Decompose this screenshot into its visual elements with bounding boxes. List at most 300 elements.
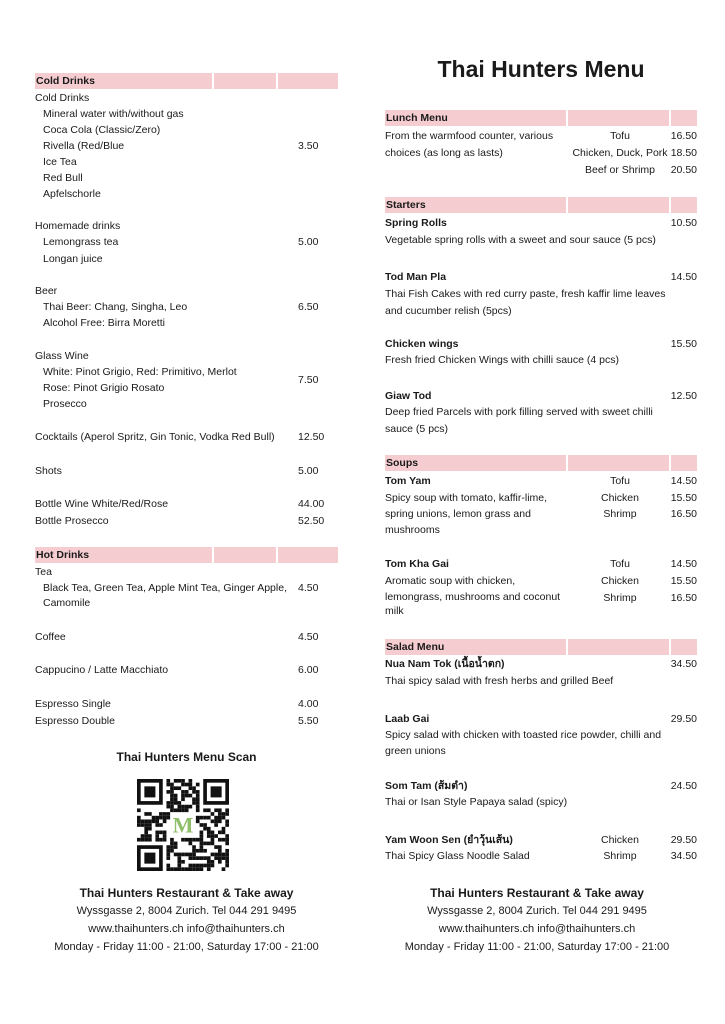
qr-module (170, 842, 174, 846)
qr-module (177, 856, 181, 860)
qr-module (207, 831, 211, 835)
price: 5.00 (298, 465, 319, 477)
qr-module (211, 860, 215, 864)
menu-item: Coca Cola (Classic/Zero) (43, 124, 161, 136)
price: 18.50 (670, 147, 697, 159)
qr-module (155, 823, 159, 827)
item-description: lemongrass, mushrooms and coconut (385, 591, 561, 603)
qr-module (137, 838, 141, 842)
qr-module (225, 856, 229, 860)
qr-module (163, 819, 167, 823)
qr-module (189, 779, 193, 783)
qr-module (207, 816, 211, 820)
lunch-menu-header: Lunch Menu (385, 110, 697, 126)
qr-module (159, 838, 163, 842)
price: 44.00 (298, 498, 325, 510)
group-label: Tea (35, 566, 52, 578)
qr-module (152, 819, 156, 823)
qr-module (196, 805, 200, 809)
price: 12.50 (298, 431, 325, 443)
qr-module (214, 856, 218, 860)
price: 14.50 (670, 558, 697, 570)
group-label: Homemade drinks (35, 220, 121, 232)
item-description: Deep fried Parcels with pork filling served with sweet chilli (385, 406, 653, 418)
item-description: mushrooms (385, 524, 440, 536)
variant: Chicken (601, 575, 639, 587)
qr-module (170, 783, 174, 787)
qr-module (192, 786, 196, 790)
qr-module (192, 856, 196, 860)
qr-module (196, 797, 200, 801)
price: 52.50 (298, 515, 325, 527)
qr-module (166, 845, 170, 849)
menu-item: Cappucino / Latte Macchiato (35, 664, 169, 676)
qr-module (148, 827, 152, 831)
qr-module (174, 797, 178, 801)
price: 29.50 (670, 834, 697, 846)
qr-module (203, 849, 207, 853)
qr-module (141, 819, 145, 823)
qr-module (192, 864, 196, 868)
price: 15.50 (670, 338, 697, 350)
qr-module (196, 794, 200, 798)
qr-module (177, 867, 181, 871)
qr-module (177, 786, 181, 790)
qr-module (181, 860, 185, 864)
qr-module (170, 849, 174, 853)
menu-item: Apfelschorle (43, 188, 101, 200)
price: 14.50 (670, 475, 697, 487)
menu-item: Camomile (43, 597, 91, 609)
qr-module (170, 838, 174, 842)
price: 34.50 (670, 658, 697, 670)
qr-module (225, 838, 229, 842)
qr-module (207, 864, 211, 868)
qr-module (166, 867, 170, 871)
price: 3.50 (298, 140, 319, 152)
web-contact[interactable]: www.thaihunters.ch info@thaihunters.ch (438, 923, 636, 935)
qr-module (137, 816, 141, 820)
variant: Chicken (601, 492, 639, 504)
qr-module (181, 794, 185, 798)
restaurant-name: Thai Hunters Restaurant & Take away (430, 886, 644, 900)
qr-module (189, 842, 193, 846)
menu-item: Red Bull (43, 172, 83, 184)
qr-module (218, 819, 222, 823)
qr-module (214, 823, 218, 827)
qr-module (159, 823, 163, 827)
price: 5.50 (298, 715, 319, 727)
qr-module (170, 805, 174, 809)
menu-scan-label: Thai Hunters Menu Scan (116, 750, 257, 764)
qr-module (166, 805, 170, 809)
page-title: Thai Hunters Menu (437, 56, 645, 82)
item-description: spring unions, lemon grass and (385, 508, 531, 520)
menu-item: Longan juice (43, 253, 103, 265)
qr-module (207, 827, 211, 831)
item-description: Thai spicy salad with fresh herbs and grilled Beef (385, 675, 614, 687)
qr-module (170, 790, 174, 794)
qr-module (174, 801, 178, 805)
qr-module (196, 864, 200, 868)
price: 12.50 (670, 390, 697, 402)
dish-name: Tod Man Pla (385, 271, 447, 283)
item-description: Spicy salad with chicken with toasted rice powder, chilli and (385, 729, 662, 741)
qr-module (200, 831, 204, 835)
menu-item: Thai Beer: Chang, Singha, Leo (43, 301, 188, 313)
item-description: Thai Spicy Glass Noodle Salad (385, 850, 530, 862)
qr-module (203, 816, 207, 820)
qr-module (170, 786, 174, 790)
item-description: and cucumber relish (5pcs) (385, 305, 512, 317)
qr-module (200, 864, 204, 868)
qr-module (185, 790, 189, 794)
qr-module (141, 834, 145, 838)
price: 7.50 (298, 374, 319, 386)
qr-module (177, 864, 181, 868)
qr-module (196, 838, 200, 842)
price: 5.00 (298, 236, 319, 248)
qr-module (196, 783, 200, 787)
qr-module (177, 779, 181, 783)
qr-module (189, 864, 193, 868)
qr-module (174, 853, 178, 857)
qr-module (211, 864, 215, 868)
qr-module (192, 845, 196, 849)
qr-module (177, 801, 181, 805)
qr-module (200, 823, 204, 827)
price: 4.50 (298, 582, 319, 594)
qr-module (196, 790, 200, 794)
qr-module (218, 845, 222, 849)
qr-module (170, 794, 174, 798)
menu-item: Alcohol Free: Birra Moretti (43, 317, 165, 329)
variant: Shrimp (603, 508, 637, 520)
qr-module (214, 845, 218, 849)
qr-module (211, 831, 215, 835)
qr-module (159, 831, 163, 835)
menu-item: Bottle Wine White/Red/Rose (35, 498, 169, 510)
qr-module (200, 867, 204, 871)
opening-hours: Monday - Friday 11:00 - 21:00, Saturday 17:00 - 21:00 (54, 941, 319, 953)
qr-module (163, 812, 167, 816)
qr-module (144, 823, 148, 827)
qr-module (181, 783, 185, 787)
qr-module (214, 853, 218, 857)
qr-module (174, 867, 178, 871)
qr-module (218, 816, 222, 820)
qr-module (200, 849, 204, 853)
qr-module (225, 842, 229, 846)
qr-module (148, 834, 152, 838)
variant: Chicken (601, 834, 639, 846)
qr-module (137, 819, 141, 823)
qr-module (141, 838, 145, 842)
qr-module (207, 867, 211, 871)
qr-module (207, 856, 211, 860)
qr-module (189, 856, 193, 860)
qr-module (181, 805, 185, 809)
qr-module (189, 783, 193, 787)
qr-finder-center (144, 853, 155, 864)
dish-name: Nua Nam Tok (เนื้อน้ำตก) (385, 658, 505, 670)
price: 4.50 (298, 631, 319, 643)
variant: Tofu (610, 558, 630, 570)
item-description: Spicy soup with tomato, kaffir-lime, (385, 492, 548, 504)
qr-module (218, 808, 222, 812)
qr-module (189, 867, 193, 871)
qr-module (170, 797, 174, 801)
qr-module (181, 867, 185, 871)
qr-module (155, 838, 159, 842)
cold-drinks-header: Cold Drinks (35, 73, 338, 89)
menu-item: Espresso Single (35, 698, 111, 710)
web-contact[interactable]: www.thaihunters.ch info@thaihunters.ch (88, 923, 285, 935)
qr-module (166, 790, 170, 794)
menu-item: Ice Tea (43, 156, 77, 168)
qr-module (174, 794, 178, 798)
qr-module (185, 805, 189, 809)
qr-module (192, 853, 196, 857)
address: Wyssgasse 2, 8004 Zurich. Tel 044 291 9495 (76, 905, 297, 917)
qr-code[interactable] (137, 778, 229, 872)
item-description: milk (385, 605, 404, 617)
qr-module (148, 812, 152, 816)
qr-module (174, 842, 178, 846)
price: 16.50 (670, 130, 697, 142)
hot-drinks-header: Hot Drinks (35, 547, 338, 563)
qr-module (196, 819, 200, 823)
qr-module (166, 783, 170, 787)
qr-module (225, 864, 229, 868)
qr-module (222, 827, 226, 831)
qr-module (225, 860, 229, 864)
qr-module (189, 794, 193, 798)
soups-header: Soups (385, 455, 697, 471)
group-label: Glass Wine (35, 350, 89, 362)
qr-module (166, 849, 170, 853)
qr-module (141, 823, 145, 827)
qr-module (189, 838, 193, 842)
qr-module (166, 801, 170, 805)
qr-module (218, 838, 222, 842)
qr-module (192, 849, 196, 853)
qr-module (148, 823, 152, 827)
qr-logo-icon: M (172, 812, 194, 838)
qr-module (166, 816, 170, 820)
qr-module (218, 849, 222, 853)
qr-module (166, 856, 170, 860)
menu-item: Bottle Prosecco (35, 515, 109, 527)
price: 15.50 (670, 575, 697, 587)
qr-module (166, 853, 170, 857)
qr-module (196, 808, 200, 812)
qr-module (196, 867, 200, 871)
qr-module (170, 867, 174, 871)
variant: Tofu (610, 130, 630, 142)
qr-module (181, 797, 185, 801)
qr-module (218, 831, 222, 835)
starters-header: Starters (385, 197, 697, 213)
salad-menu-header: Salad Menu (385, 639, 697, 655)
qr-module (222, 816, 226, 820)
qr-module (203, 856, 207, 860)
variant: Chicken, Duck, Pork (572, 147, 668, 159)
qr-finder-center (144, 786, 155, 797)
dish-name: Som Tam (ส้มตำ) (385, 780, 468, 792)
qr-module (177, 853, 181, 857)
menu-item: Rose: Pinot Grigio Rosato (43, 382, 165, 394)
item-description: sauce (5 pcs) (385, 423, 449, 435)
price: 16.50 (670, 592, 697, 604)
item-description: green unions (385, 745, 446, 757)
qr-module (225, 812, 229, 816)
qr-module (155, 819, 159, 823)
price: 14.50 (670, 271, 697, 283)
qr-module (207, 834, 211, 838)
variant: Tofu (610, 475, 630, 487)
price: 10.50 (670, 217, 697, 229)
qr-module (211, 819, 215, 823)
qr-module (203, 808, 207, 812)
qr-module (189, 805, 193, 809)
qr-module (144, 812, 148, 816)
menu-item: White: Pinot Grigio, Red: Primitivo, Merlot (43, 366, 237, 378)
footer-right (385, 884, 689, 956)
qr-module (214, 819, 218, 823)
opening-hours: Monday - Friday 11:00 - 21:00, Saturday 17:00 - 21:00 (404, 941, 670, 953)
qr-module (181, 853, 185, 857)
qr-module (192, 867, 196, 871)
qr-module (200, 845, 204, 849)
qr-module (148, 819, 152, 823)
qr-module (155, 834, 159, 838)
qr-module (155, 831, 159, 835)
item-description: Fresh fried Chicken Wings with chilli sauce (4 pcs) (385, 354, 619, 366)
qr-module (144, 838, 148, 842)
qr-finder-center (211, 786, 222, 797)
qr-module (192, 801, 196, 805)
menu-item: Prosecco (43, 398, 87, 410)
qr-module (222, 838, 226, 842)
qr-module (222, 867, 226, 871)
item-description: Thai or Isan Style Papaya salad (spicy) (385, 796, 568, 808)
qr-module (185, 867, 189, 871)
qr-module (181, 838, 185, 842)
qr-module (144, 831, 148, 835)
qr-module (218, 860, 222, 864)
dish-name: Tom Yam (385, 475, 431, 487)
qr-module (181, 790, 185, 794)
menu-item: Black Tea, Green Tea, Apple Mint Tea, Ginger Apple, (43, 582, 287, 594)
qr-module (225, 819, 229, 823)
dish-name: Yam Woon Sen (ยำวุ้นเส้น) (385, 834, 513, 846)
item-description: choices (as long as lasts) (385, 147, 503, 159)
qr-module (177, 860, 181, 864)
qr-module (222, 831, 226, 835)
qr-module (152, 816, 156, 820)
qr-module (225, 853, 229, 857)
variant: Shrimp (603, 850, 637, 862)
qr-module (218, 856, 222, 860)
qr-module (225, 808, 229, 812)
qr-module (177, 805, 181, 809)
price: 34.50 (670, 850, 697, 862)
qr-module (144, 819, 148, 823)
group-label: Beer (35, 285, 58, 297)
qr-module (181, 779, 185, 783)
qr-module (203, 823, 207, 827)
item-description: Aromatic soup with chicken, (385, 575, 516, 587)
qr-module (225, 823, 229, 827)
qr-module (196, 816, 200, 820)
qr-module (207, 860, 211, 864)
qr-module (163, 838, 167, 842)
menu-item: Lemongrass tea (43, 236, 119, 248)
qr-module (174, 845, 178, 849)
variant: Beef or Shrimp (584, 164, 656, 176)
qr-module (148, 838, 152, 842)
qr-module (137, 808, 141, 812)
qr-module (185, 783, 189, 787)
qr-module (185, 853, 189, 857)
qr-module (163, 816, 167, 820)
qr-module (211, 838, 215, 842)
qr-module (218, 812, 222, 816)
menu-item: Espresso Double (35, 715, 115, 727)
qr-module (225, 834, 229, 838)
dish-name: Laab Gai (385, 713, 430, 725)
qr-module (222, 812, 226, 816)
qr-module (192, 790, 196, 794)
price: 6.00 (298, 664, 319, 676)
qr-module (163, 831, 167, 835)
qr-module (159, 812, 163, 816)
qr-module (196, 856, 200, 860)
qr-module (222, 853, 226, 857)
qr-module (203, 827, 207, 831)
qr-module (214, 808, 218, 812)
item-description: From the warmfood counter, various (385, 130, 554, 142)
qr-module (159, 816, 163, 820)
price: 15.50 (670, 492, 697, 504)
qr-module (203, 842, 207, 846)
qr-module (144, 834, 148, 838)
qr-module (211, 853, 215, 857)
qr-module (163, 834, 167, 838)
dish-name: Chicken wings (385, 338, 459, 350)
qr-module (200, 856, 204, 860)
qr-module (207, 842, 211, 846)
qr-module (196, 849, 200, 853)
price: 29.50 (670, 713, 697, 725)
menu-item: Shots (35, 465, 62, 477)
item-description: Vegetable spring rolls with a sweet and sour sauce (5 pcs) (385, 234, 656, 246)
qr-module (211, 812, 215, 816)
price: 24.50 (670, 780, 697, 792)
price: 16.50 (670, 508, 697, 520)
restaurant-name: Thai Hunters Restaurant & Take away (79, 886, 294, 900)
qr-module (200, 842, 204, 846)
qr-module (185, 838, 189, 842)
qr-module (192, 797, 196, 801)
qr-module (170, 801, 174, 805)
dish-name: Tom Kha Gai (385, 558, 449, 570)
qr-module (174, 779, 178, 783)
qr-module (203, 864, 207, 868)
qr-module (174, 786, 178, 790)
menu-item: Mineral water with/without gas (43, 108, 184, 120)
